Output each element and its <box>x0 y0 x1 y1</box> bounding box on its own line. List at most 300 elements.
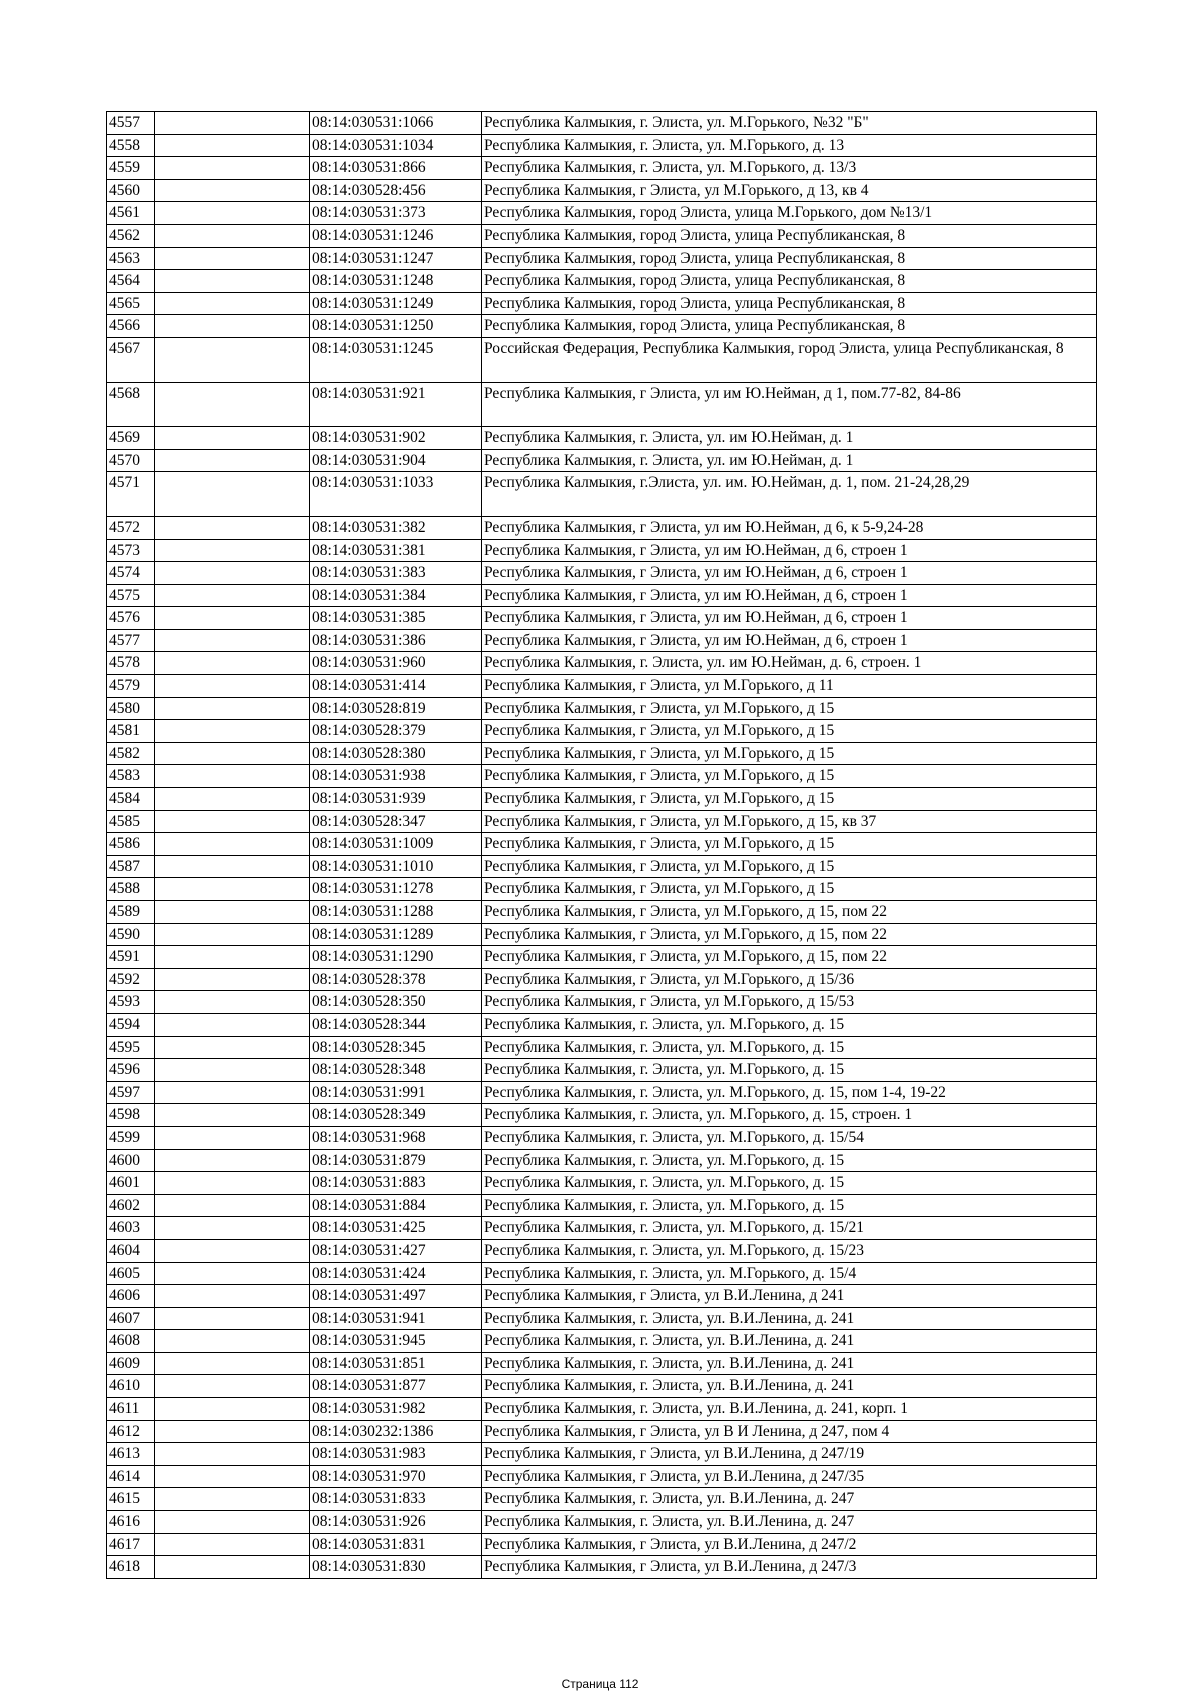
empty-cell <box>155 539 310 562</box>
cadastral-number-cell: 08:14:030531:1278 <box>310 878 482 901</box>
address-cell: Республика Калмыкия, г. Элиста, ул. М.Горького, д. 13/3 <box>482 157 1097 180</box>
address-cell: Республика Калмыкия, г. Элиста, ул. М.Горького, д. 15 <box>482 1036 1097 1059</box>
address-cell: Республика Калмыкия, город Элиста, улица М.Горького, дом №13/1 <box>482 202 1097 225</box>
row-number-cell: 4563 <box>107 247 155 270</box>
cadastral-number-cell: 08:14:030531:1066 <box>310 112 482 135</box>
row-number-cell: 4596 <box>107 1059 155 1082</box>
row-number-cell: 4616 <box>107 1511 155 1534</box>
address-cell: Республика Калмыкия, г. Элиста, ул. М.Горького, д. 15, строен. 1 <box>482 1104 1097 1127</box>
cadastral-number-cell: 08:14:030531:960 <box>310 652 482 675</box>
cadastral-number-cell: 08:14:030531:497 <box>310 1285 482 1308</box>
empty-cell <box>155 1556 310 1579</box>
table-row <box>107 901 1097 924</box>
table-row <box>107 1059 1097 1082</box>
empty-cell <box>155 991 310 1014</box>
cadastral-number-cell: 08:14:030531:427 <box>310 1239 482 1262</box>
table-row <box>107 1511 1097 1534</box>
table-row <box>107 1262 1097 1285</box>
empty-cell <box>155 1013 310 1036</box>
address-cell: Республика Калмыкия, г. Элиста, ул. М.Горького, д. 15/4 <box>482 1262 1097 1285</box>
address-cell: Республика Калмыкия, г Элиста, ул М.Горького, д 15/53 <box>482 991 1097 1014</box>
table-row <box>107 382 1097 427</box>
address-cell: Республика Калмыкия, г Элиста, ул В.И.Ленина, д 247/3 <box>482 1556 1097 1579</box>
table-row <box>107 855 1097 878</box>
table-row <box>107 1013 1097 1036</box>
address-cell: Республика Калмыкия, г. Элиста, ул. М.Горького, №32 "Б" <box>482 112 1097 135</box>
table-row <box>107 134 1097 157</box>
address-cell: Республика Калмыкия, г Элиста, ул им Ю.Нейман, д 6, строен 1 <box>482 562 1097 585</box>
table-row <box>107 946 1097 969</box>
row-number-cell: 4590 <box>107 923 155 946</box>
address-cell: Республика Калмыкия, г Элиста, ул М.Горького, д 15 <box>482 788 1097 811</box>
empty-cell <box>155 1443 310 1466</box>
empty-cell <box>155 1352 310 1375</box>
address-cell: Республика Калмыкия, г. Элиста, ул. им Ю.Нейман, д. 6, строен. 1 <box>482 652 1097 675</box>
table-row <box>107 539 1097 562</box>
empty-cell <box>155 607 310 630</box>
empty-cell <box>155 629 310 652</box>
table-row <box>107 562 1097 585</box>
address-cell: Республика Калмыкия, город Элиста, улица Республиканская, 8 <box>482 247 1097 270</box>
address-cell: Республика Калмыкия, г Элиста, ул им Ю.Нейман, д 1, пом.77-82, 84-86 <box>482 382 1097 427</box>
row-number-cell: 4593 <box>107 991 155 1014</box>
table-row <box>107 292 1097 315</box>
row-number-cell: 4618 <box>107 1556 155 1579</box>
empty-cell <box>155 1488 310 1511</box>
cadastral-number-cell: 08:14:030531:386 <box>310 629 482 652</box>
cadastral-registry-table <box>106 111 1097 1579</box>
row-number-cell: 4602 <box>107 1194 155 1217</box>
row-number-cell: 4582 <box>107 742 155 765</box>
table-row <box>107 315 1097 338</box>
cadastral-number-cell: 08:14:030531:1249 <box>310 292 482 315</box>
table-row <box>107 991 1097 1014</box>
address-cell: Республика Калмыкия, г Элиста, ул В.И.Ленина, д 247/19 <box>482 1443 1097 1466</box>
empty-cell <box>155 202 310 225</box>
empty-cell <box>155 697 310 720</box>
empty-cell <box>155 1375 310 1398</box>
table-row <box>107 697 1097 720</box>
row-number-cell: 4581 <box>107 720 155 743</box>
address-cell: Республика Калмыкия, г Элиста, ул В.И.Ленина, д 247/2 <box>482 1533 1097 1556</box>
address-cell: Республика Калмыкия, г. Элиста, ул. М.Горького, д. 13 <box>482 134 1097 157</box>
address-cell: Республика Калмыкия, г Элиста, ул М.Горького, д 15 <box>482 742 1097 765</box>
address-cell: Республика Калмыкия, г Элиста, ул М.Горького, д 15/36 <box>482 968 1097 991</box>
cadastral-number-cell: 08:14:030531:1010 <box>310 855 482 878</box>
row-number-cell: 4583 <box>107 765 155 788</box>
empty-cell <box>155 247 310 270</box>
address-cell: Республика Калмыкия, г Элиста, ул М.Горького, д 11 <box>482 675 1097 698</box>
empty-cell <box>155 112 310 135</box>
row-number-cell: 4567 <box>107 337 155 382</box>
empty-cell <box>155 427 310 450</box>
row-number-cell: 4587 <box>107 855 155 878</box>
table-row <box>107 742 1097 765</box>
address-cell: Республика Калмыкия, г Элиста, ул им Ю.Нейман, д 6, к 5-9,24-28 <box>482 516 1097 539</box>
table-row <box>107 1081 1097 1104</box>
row-number-cell: 4561 <box>107 202 155 225</box>
address-cell: Республика Калмыкия, г Элиста, ул М.Горького, д 15 <box>482 833 1097 856</box>
table-row <box>107 1285 1097 1308</box>
table-row <box>107 112 1097 135</box>
empty-cell <box>155 788 310 811</box>
address-cell: Республика Калмыкия, г Элиста, ул им Ю.Нейман, д 6, строен 1 <box>482 629 1097 652</box>
row-number-cell: 4609 <box>107 1352 155 1375</box>
cadastral-number-cell: 08:14:030528:379 <box>310 720 482 743</box>
row-number-cell: 4566 <box>107 315 155 338</box>
empty-cell <box>155 1420 310 1443</box>
page-footer <box>0 1677 1200 1691</box>
empty-cell <box>155 1149 310 1172</box>
empty-cell <box>155 1104 310 1127</box>
empty-cell <box>155 1511 310 1534</box>
row-number-cell: 4565 <box>107 292 155 315</box>
empty-cell <box>155 224 310 247</box>
row-number-cell: 4610 <box>107 1375 155 1398</box>
row-number-cell: 4557 <box>107 112 155 135</box>
address-cell: Республика Калмыкия, г Элиста, ул М.Горького, д 15 <box>482 720 1097 743</box>
empty-cell <box>155 472 310 517</box>
row-number-cell: 4617 <box>107 1533 155 1556</box>
row-number-cell: 4570 <box>107 449 155 472</box>
table-row <box>107 247 1097 270</box>
cadastral-number-cell: 08:14:030528:344 <box>310 1013 482 1036</box>
cadastral-number-cell: 08:14:030528:345 <box>310 1036 482 1059</box>
address-cell: Республика Калмыкия, г Элиста, ул М.Горького, д 15 <box>482 878 1097 901</box>
table-row <box>107 810 1097 833</box>
empty-cell <box>155 584 310 607</box>
table-row <box>107 1172 1097 1195</box>
cadastral-number-cell: 08:14:030531:1250 <box>310 315 482 338</box>
row-number-cell: 4586 <box>107 833 155 856</box>
empty-cell <box>155 562 310 585</box>
empty-cell <box>155 1307 310 1330</box>
address-cell: Республика Калмыкия, г. Элиста, ул. М.Горького, д. 15 <box>482 1059 1097 1082</box>
row-number-cell: 4606 <box>107 1285 155 1308</box>
row-number-cell: 4562 <box>107 224 155 247</box>
cadastral-number-cell: 08:14:030531:991 <box>310 1081 482 1104</box>
cadastral-number-cell: 08:14:030531:941 <box>310 1307 482 1330</box>
address-cell: Республика Калмыкия, г Элиста, ул В И Ленина, д 247, пом 4 <box>482 1420 1097 1443</box>
address-cell: Республика Калмыкия, г Элиста, ул В.И.Ленина, д 241 <box>482 1285 1097 1308</box>
row-number-cell: 4608 <box>107 1330 155 1353</box>
row-number-cell: 4601 <box>107 1172 155 1195</box>
address-cell: Республика Калмыкия, г. Элиста, ул. В.И.Ленина, д. 241 <box>482 1330 1097 1353</box>
row-number-cell: 4611 <box>107 1398 155 1421</box>
table-row <box>107 449 1097 472</box>
cadastral-number-cell: 08:14:030531:866 <box>310 157 482 180</box>
table-row <box>107 1217 1097 1240</box>
address-cell: Республика Калмыкия, г. Элиста, ул. им Ю.Нейман, д. 1 <box>482 427 1097 450</box>
table-row <box>107 224 1097 247</box>
table-row <box>107 788 1097 811</box>
table-row <box>107 765 1097 788</box>
address-cell: Республика Калмыкия, г Элиста, ул М.Горького, д 15, пом 22 <box>482 923 1097 946</box>
row-number-cell: 4578 <box>107 652 155 675</box>
table-row <box>107 202 1097 225</box>
cadastral-number-cell: 08:14:030528:456 <box>310 179 482 202</box>
empty-cell <box>155 270 310 293</box>
address-cell: Российская Федерация, Республика Калмыкия, город Элиста, улица Республиканская, 8 <box>482 337 1097 382</box>
empty-cell <box>155 901 310 924</box>
table-row <box>107 720 1097 743</box>
table-row <box>107 1126 1097 1149</box>
empty-cell <box>155 742 310 765</box>
address-cell: Республика Калмыкия, г. Элиста, ул. В.И.Ленина, д. 247 <box>482 1488 1097 1511</box>
row-number-cell: 4594 <box>107 1013 155 1036</box>
table-row <box>107 968 1097 991</box>
row-number-cell: 4576 <box>107 607 155 630</box>
cadastral-number-cell: 08:14:030531:926 <box>310 1511 482 1534</box>
table-row <box>107 1036 1097 1059</box>
row-number-cell: 4560 <box>107 179 155 202</box>
table-row <box>107 179 1097 202</box>
row-number-cell: 4571 <box>107 472 155 517</box>
row-number-cell: 4580 <box>107 697 155 720</box>
empty-cell <box>155 946 310 969</box>
cadastral-number-cell: 08:14:030531:982 <box>310 1398 482 1421</box>
table-row <box>107 1488 1097 1511</box>
empty-cell <box>155 1262 310 1285</box>
empty-cell <box>155 1465 310 1488</box>
address-cell: Республика Калмыкия, г Элиста, ул им Ю.Нейман, д 6, строен 1 <box>482 607 1097 630</box>
address-cell: Республика Калмыкия, г. Элиста, ул. М.Горького, д. 15 <box>482 1149 1097 1172</box>
table-row <box>107 337 1097 382</box>
cadastral-number-cell: 08:14:030531:883 <box>310 1172 482 1195</box>
empty-cell <box>155 1126 310 1149</box>
row-number-cell: 4607 <box>107 1307 155 1330</box>
table-row <box>107 1194 1097 1217</box>
row-number-cell: 4615 <box>107 1488 155 1511</box>
address-cell: Республика Калмыкия, г. Элиста, ул. М.Горького, д. 15/23 <box>482 1239 1097 1262</box>
table-row <box>107 1330 1097 1353</box>
cadastral-number-cell: 08:14:030528:350 <box>310 991 482 1014</box>
table-row <box>107 1307 1097 1330</box>
address-cell: Республика Калмыкия, г Элиста, ул В.И.Ленина, д 247/35 <box>482 1465 1097 1488</box>
row-number-cell: 4579 <box>107 675 155 698</box>
address-cell: Республика Калмыкия, г Элиста, ул М.Горького, д 15, пом 22 <box>482 946 1097 969</box>
row-number-cell: 4575 <box>107 584 155 607</box>
cadastral-number-cell: 08:14:030531:1009 <box>310 833 482 856</box>
table-row <box>107 1533 1097 1556</box>
page-number-label: Страница 112 <box>561 1677 639 1691</box>
cadastral-number-cell: 08:14:030531:382 <box>310 516 482 539</box>
row-number-cell: 4595 <box>107 1036 155 1059</box>
empty-cell <box>155 516 310 539</box>
cadastral-number-cell: 08:14:030531:1245 <box>310 337 482 382</box>
table-row <box>107 1556 1097 1579</box>
cadastral-number-cell: 08:14:030531:414 <box>310 675 482 698</box>
cadastral-number-cell: 08:14:030531:851 <box>310 1352 482 1375</box>
row-number-cell: 4568 <box>107 382 155 427</box>
table-row <box>107 1443 1097 1466</box>
table-row <box>107 607 1097 630</box>
cadastral-number-cell: 08:14:030531:902 <box>310 427 482 450</box>
cadastral-number-cell: 08:14:030528:378 <box>310 968 482 991</box>
registry-body <box>107 112 1097 1579</box>
address-cell: Республика Калмыкия, г. Элиста, ул. М.Горького, д. 15/21 <box>482 1217 1097 1240</box>
empty-cell <box>155 1398 310 1421</box>
table-row <box>107 629 1097 652</box>
table-row <box>107 1149 1097 1172</box>
address-cell: Республика Калмыкия, г Элиста, ул им Ю.Нейман, д 6, строен 1 <box>482 584 1097 607</box>
cadastral-number-cell: 08:14:030531:904 <box>310 449 482 472</box>
row-number-cell: 4564 <box>107 270 155 293</box>
cadastral-number-cell: 08:14:030531:1247 <box>310 247 482 270</box>
empty-cell <box>155 315 310 338</box>
cadastral-number-cell: 08:14:030531:938 <box>310 765 482 788</box>
row-number-cell: 4592 <box>107 968 155 991</box>
table-row <box>107 1239 1097 1262</box>
cadastral-number-cell: 08:14:030528:819 <box>310 697 482 720</box>
empty-cell <box>155 652 310 675</box>
address-cell: Республика Калмыкия, город Элиста, улица Республиканская, 8 <box>482 270 1097 293</box>
row-number-cell: 4598 <box>107 1104 155 1127</box>
empty-cell <box>155 1330 310 1353</box>
row-number-cell: 4585 <box>107 810 155 833</box>
cadastral-number-cell: 08:14:030531:877 <box>310 1375 482 1398</box>
row-number-cell: 4559 <box>107 157 155 180</box>
empty-cell <box>155 1194 310 1217</box>
empty-cell <box>155 337 310 382</box>
cadastral-number-cell: 08:14:030531:424 <box>310 1262 482 1285</box>
table-row <box>107 270 1097 293</box>
empty-cell <box>155 968 310 991</box>
row-number-cell: 4584 <box>107 788 155 811</box>
row-number-cell: 4589 <box>107 901 155 924</box>
row-number-cell: 4597 <box>107 1081 155 1104</box>
table-row <box>107 472 1097 517</box>
address-cell: Республика Калмыкия, г. Элиста, ул. В.И.Ленина, д. 247 <box>482 1511 1097 1534</box>
address-cell: Республика Калмыкия, г. Элиста, ул. В.И.Ленина, д. 241 <box>482 1375 1097 1398</box>
empty-cell <box>155 675 310 698</box>
empty-cell <box>155 382 310 427</box>
cadastral-number-cell: 08:14:030531:830 <box>310 1556 482 1579</box>
table-row <box>107 157 1097 180</box>
address-cell: Республика Калмыкия, г Элиста, ул им Ю.Нейман, д 6, строен 1 <box>482 539 1097 562</box>
cadastral-number-cell: 08:14:030531:1290 <box>310 946 482 969</box>
table-row <box>107 923 1097 946</box>
cadastral-number-cell: 08:14:030531:1289 <box>310 923 482 946</box>
table-row <box>107 1375 1097 1398</box>
table-row <box>107 1104 1097 1127</box>
row-number-cell: 4573 <box>107 539 155 562</box>
cadastral-number-cell: 08:14:030531:425 <box>310 1217 482 1240</box>
address-cell: Республика Калмыкия, г Элиста, ул М.Горького, д 15 <box>482 855 1097 878</box>
empty-cell <box>155 134 310 157</box>
address-cell: Республика Калмыкия, г Элиста, ул М.Горького, д 13, кв 4 <box>482 179 1097 202</box>
table-row <box>107 1420 1097 1443</box>
cadastral-number-cell: 08:14:030232:1386 <box>310 1420 482 1443</box>
table-row <box>107 1352 1097 1375</box>
table-row <box>107 833 1097 856</box>
cadastral-number-cell: 08:14:030528:348 <box>310 1059 482 1082</box>
table-row <box>107 584 1097 607</box>
cadastral-number-cell: 08:14:030531:884 <box>310 1194 482 1217</box>
address-cell: Республика Калмыкия, г. Элиста, ул. М.Горького, д. 15 <box>482 1172 1097 1195</box>
row-number-cell: 4614 <box>107 1465 155 1488</box>
cadastral-number-cell: 08:14:030531:833 <box>310 1488 482 1511</box>
cadastral-number-cell: 08:14:030531:945 <box>310 1330 482 1353</box>
empty-cell <box>155 157 310 180</box>
empty-cell <box>155 1285 310 1308</box>
address-cell: Республика Калмыкия, г. Элиста, ул. М.Горького, д. 15 <box>482 1194 1097 1217</box>
cadastral-number-cell: 08:14:030528:380 <box>310 742 482 765</box>
address-cell: Республика Калмыкия, город Элиста, улица Республиканская, 8 <box>482 315 1097 338</box>
address-cell: Республика Калмыкия, г.Элиста, ул. им. Ю.Нейман, д. 1, пом. 21-24,28,29 <box>482 472 1097 517</box>
address-cell: Республика Калмыкия, г. Элиста, ул. М.Горького, д. 15/54 <box>482 1126 1097 1149</box>
cadastral-number-cell: 08:14:030528:347 <box>310 810 482 833</box>
row-number-cell: 4558 <box>107 134 155 157</box>
cadastral-number-cell: 08:14:030531:968 <box>310 1126 482 1149</box>
address-cell: Республика Калмыкия, г Элиста, ул М.Горького, д 15, пом 22 <box>482 901 1097 924</box>
table-row <box>107 652 1097 675</box>
row-number-cell: 4604 <box>107 1239 155 1262</box>
cadastral-number-cell: 08:14:030531:1034 <box>310 134 482 157</box>
row-number-cell: 4588 <box>107 878 155 901</box>
cadastral-number-cell: 08:14:030531:1248 <box>310 270 482 293</box>
address-cell: Республика Калмыкия, г. Элиста, ул. М.Горького, д. 15 <box>482 1013 1097 1036</box>
empty-cell <box>155 833 310 856</box>
address-cell: Республика Калмыкия, город Элиста, улица Республиканская, 8 <box>482 292 1097 315</box>
row-number-cell: 4569 <box>107 427 155 450</box>
row-number-cell: 4599 <box>107 1126 155 1149</box>
table-row <box>107 1465 1097 1488</box>
cadastral-number-cell: 08:14:030531:831 <box>310 1533 482 1556</box>
cadastral-number-cell: 08:14:030531:921 <box>310 382 482 427</box>
empty-cell <box>155 1217 310 1240</box>
cadastral-number-cell: 08:14:030531:939 <box>310 788 482 811</box>
table-row <box>107 675 1097 698</box>
row-number-cell: 4612 <box>107 1420 155 1443</box>
cadastral-number-cell: 08:14:030531:970 <box>310 1465 482 1488</box>
empty-cell <box>155 179 310 202</box>
empty-cell <box>155 292 310 315</box>
address-cell: Республика Калмыкия, г. Элиста, ул. М.Горького, д. 15, пом 1-4, 19-22 <box>482 1081 1097 1104</box>
row-number-cell: 4613 <box>107 1443 155 1466</box>
address-cell: Республика Калмыкия, г Элиста, ул М.Горького, д 15 <box>482 697 1097 720</box>
empty-cell <box>155 449 310 472</box>
cadastral-number-cell: 08:14:030531:1033 <box>310 472 482 517</box>
cadastral-number-cell: 08:14:030531:373 <box>310 202 482 225</box>
empty-cell <box>155 855 310 878</box>
row-number-cell: 4605 <box>107 1262 155 1285</box>
cadastral-number-cell: 08:14:030531:1288 <box>310 901 482 924</box>
table-row <box>107 516 1097 539</box>
cadastral-number-cell: 08:14:030531:983 <box>310 1443 482 1466</box>
table-row <box>107 878 1097 901</box>
empty-cell <box>155 878 310 901</box>
cadastral-number-cell: 08:14:030531:1246 <box>310 224 482 247</box>
row-number-cell: 4600 <box>107 1149 155 1172</box>
empty-cell <box>155 1533 310 1556</box>
cadastral-number-cell: 08:14:030528:349 <box>310 1104 482 1127</box>
address-cell: Республика Калмыкия, г. Элиста, ул. им Ю.Нейман, д. 1 <box>482 449 1097 472</box>
empty-cell <box>155 1172 310 1195</box>
empty-cell <box>155 765 310 788</box>
row-number-cell: 4572 <box>107 516 155 539</box>
row-number-cell: 4591 <box>107 946 155 969</box>
empty-cell <box>155 1059 310 1082</box>
address-cell: Республика Калмыкия, г. Элиста, ул. В.И.Ленина, д. 241 <box>482 1352 1097 1375</box>
empty-cell <box>155 1036 310 1059</box>
cadastral-number-cell: 08:14:030531:385 <box>310 607 482 630</box>
address-cell: Республика Калмыкия, г Элиста, ул М.Горького, д 15 <box>482 765 1097 788</box>
address-cell: Республика Калмыкия, г Элиста, ул М.Горького, д 15, кв 37 <box>482 810 1097 833</box>
cadastral-number-cell: 08:14:030531:384 <box>310 584 482 607</box>
empty-cell <box>155 1239 310 1262</box>
cadastral-number-cell: 08:14:030531:383 <box>310 562 482 585</box>
